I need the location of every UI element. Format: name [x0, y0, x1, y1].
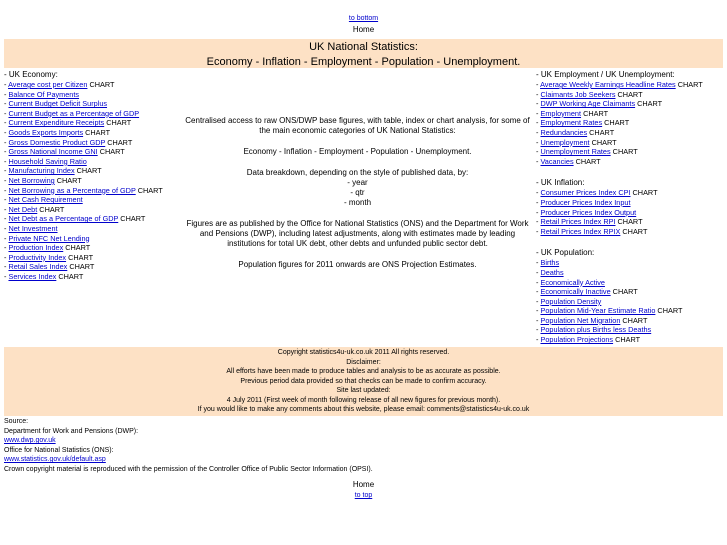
bottom-home-label: Home — [352, 480, 375, 489]
economy-column — [4, 68, 179, 281]
economy-link[interactable]: Retail Sales Index — [8, 262, 68, 272]
economy-link[interactable]: Productivity Index — [8, 252, 67, 262]
employment-item: - Unemployment CHART — [536, 137, 617, 147]
chart-label: CHART — [58, 271, 84, 281]
inflation-link[interactable]: Retail Prices Index RPIX — [540, 226, 621, 236]
chart-label: CHART — [69, 262, 95, 272]
population-header: - UK Population: — [536, 248, 595, 258]
employment-item: - Vacancies CHART — [536, 156, 601, 166]
chart-label: CHART — [137, 185, 163, 195]
chart-label: CHART — [617, 89, 643, 99]
economy-link[interactable]: Goods Exports Imports — [8, 127, 84, 137]
inflation-item: - Producer Prices Index Input — [536, 197, 631, 207]
population-item: - Births — [536, 258, 560, 268]
contact-text: If you would like to make any comments about this website, please email: comments@statistics4u-uk.co.uk — [197, 406, 530, 413]
intro-sources: Figures are as published by the Office for National Statistics (ONS) and the Department for Work and Pensions (DWP), including latest adjustments, along with estimates made by leading institutions for total UK debt, other debts and unfunded public sector debt. — [186, 219, 529, 248]
economy-item: - Net Borrowing CHART — [4, 175, 82, 185]
inflation-item: - Producer Prices Index Output — [536, 207, 637, 217]
employment-link[interactable]: Redundancies — [540, 127, 588, 137]
population-link[interactable]: Population Net Migration — [540, 315, 621, 325]
inflation-item: - Consumer Prices Index CPI CHART — [536, 188, 658, 198]
inflation-item: - Retail Prices Index RPIX CHART — [536, 226, 648, 236]
chart-label: CHART — [583, 108, 609, 118]
inflation-link[interactable]: Consumer Prices Index CPI — [540, 188, 631, 198]
employment-link[interactable]: Claimants Job Seekers — [540, 89, 616, 99]
chart-label: CHART — [637, 99, 663, 109]
disclaimer-title: Disclaimer: — [346, 358, 381, 366]
chart-label: CHART — [120, 214, 146, 224]
chart-label: CHART — [76, 166, 102, 176]
population-item: - Deaths — [536, 267, 564, 277]
economy-item: - Average cost per Citizen CHART — [4, 80, 115, 89]
right-column — [536, 68, 727, 345]
population-link[interactable]: Population Density — [540, 296, 602, 306]
main-columns — [4, 68, 723, 347]
breakdown-month: - month — [343, 198, 372, 207]
economy-item: - Production Index CHART — [4, 243, 91, 253]
footer-box — [4, 347, 723, 416]
chart-label: CHART — [89, 80, 115, 89]
economy-item: - Net Cash Requirement — [4, 195, 83, 205]
economy-link[interactable]: Net Borrowing — [8, 175, 55, 185]
population-link[interactable]: Population plus Births less Deaths — [540, 325, 652, 335]
chart-label: CHART — [68, 252, 94, 262]
chart-label: CHART — [575, 156, 601, 166]
employment-link[interactable]: DWP Working Age Claimants — [540, 99, 636, 109]
economy-link[interactable]: Balance Of Payments — [8, 89, 80, 99]
chart-label: CHART — [677, 80, 703, 89]
population-item: - Economically Active — [536, 277, 605, 287]
disclaimer-line-1: All efforts have been made to produce tables and analysis to be as accurate as possible. — [226, 368, 501, 375]
economy-item: - Retail Sales Index CHART — [4, 262, 95, 272]
inflation-list — [536, 188, 727, 236]
economy-item: - Manufacturing Index CHART — [4, 166, 102, 176]
employment-list — [536, 80, 727, 166]
economy-item: - Gross National Income GNI CHART — [4, 147, 125, 157]
top-home-label: Home — [352, 25, 375, 34]
chart-label: CHART — [622, 226, 648, 236]
population-item: - Population Mid-Year Estimate Ratio CHART — [536, 306, 683, 316]
economy-link[interactable]: Net Debt as a Percentage of GDP — [8, 214, 119, 224]
economy-item: - Productivity Index CHART — [4, 252, 94, 262]
chart-label: CHART — [615, 335, 641, 345]
population-item: - Population plus Births less Deaths — [536, 325, 652, 335]
chart-label: CHART — [65, 243, 91, 253]
chart-label: CHART — [85, 127, 111, 137]
chart-label: CHART — [99, 147, 125, 157]
chart-label: CHART — [56, 175, 82, 185]
updated-text: 4 July 2011 (First week of month following release of all new figures for previous month). — [226, 396, 501, 404]
economy-header: - UK Economy: — [4, 70, 58, 79]
population-link[interactable]: Economically Active — [540, 277, 605, 287]
employment-link[interactable]: Vacancies — [540, 156, 574, 166]
inflation-item: - Retail Prices Index RPI CHART — [536, 217, 643, 227]
economy-item: - Services Index CHART — [4, 271, 84, 281]
population-link[interactable]: Population Projections — [540, 335, 614, 345]
employment-link[interactable]: Unemployment — [540, 137, 590, 147]
population-link[interactable]: Economically Inactive — [540, 287, 611, 297]
economy-item: - Balance Of Payments — [4, 89, 80, 99]
disclaimer-line-2: Previous period data provided so that checks can be made to confirm accuracy. — [240, 377, 487, 385]
economy-link[interactable]: Production Index — [8, 243, 64, 253]
employment-item: - Employment Rates CHART — [536, 118, 630, 128]
economy-link[interactable]: Gross Domestic Product GDP — [8, 137, 106, 147]
employment-item: - DWP Working Age Claimants CHART — [536, 99, 663, 109]
chart-label: CHART — [591, 137, 617, 147]
inflation-link[interactable]: Retail Prices Index RPI — [540, 217, 616, 227]
population-item: - Population Density — [536, 296, 602, 306]
employment-link[interactable]: Employment Rates — [540, 118, 603, 128]
to-top-area — [0, 491, 727, 501]
employment-item: - Redundancies CHART — [536, 127, 615, 137]
economy-link[interactable]: Average cost per Citizen — [8, 80, 88, 89]
economy-link[interactable]: Net Cash Requirement — [8, 195, 83, 205]
economy-item: - Gross Domestic Product GDP CHART — [4, 137, 133, 147]
economy-link[interactable]: Manufacturing Index — [8, 166, 75, 176]
to-top-link[interactable]: to top — [354, 492, 373, 499]
chart-label: CHART — [589, 127, 615, 137]
ons-label: Office for National Statistics (ONS): — [4, 446, 114, 454]
population-item: - Population Net Migration CHART — [536, 315, 648, 325]
inflation-link[interactable]: Producer Prices Index Input — [540, 197, 631, 207]
employment-item: - Average Weekly Earnings Headline Rates CHART — [536, 80, 703, 89]
economy-link[interactable]: Current Expenditure Receipts — [8, 118, 105, 128]
economy-item: - Net Debt as a Percentage of GDP CHART — [4, 214, 146, 224]
intro-categories: Economy - Inflation - Employment - Population - Unemployment. — [243, 147, 472, 156]
economy-item: - Current Budget as a Percentage of GDP — [4, 108, 140, 118]
economy-item: - Net Investment — [4, 223, 58, 233]
source-title: Source: — [4, 418, 29, 425]
dwp-label: Department for Work and Pensions (DWP): — [4, 427, 139, 435]
chart-label: CHART — [612, 287, 638, 297]
crown-copyright: Crown copyright material is reproduced with the permission of the Controller Office of Public Sector Information (OPSI). — [4, 465, 373, 473]
inflation-header: - UK Inflation: — [536, 178, 585, 188]
updated-title: Site last updated: — [336, 387, 391, 394]
intro-paragraph: Centralised access to raw ONS/DWP base figures, with table, index or chart analysis, for some of the main economic categories of UK National Statistics: — [185, 116, 530, 135]
economy-item: - Net Debt CHART — [4, 204, 65, 214]
chart-label: CHART — [612, 147, 638, 157]
intro-text — [182, 68, 533, 270]
chart-label: CHART — [604, 118, 630, 128]
population-link[interactable]: Deaths — [540, 267, 564, 277]
page-subtitle: Economy - Inflation - Employment - Population - Unemployment. — [206, 56, 521, 68]
inflation-link[interactable]: Producer Prices Index Output — [540, 207, 637, 217]
chart-label: CHART — [632, 188, 658, 198]
economy-list — [4, 80, 179, 281]
economy-link[interactable]: Net Investment — [8, 223, 58, 233]
dwp-link[interactable]: www.dwp.gov.uk — [4, 437, 56, 444]
chart-label: CHART — [39, 204, 65, 214]
to-bottom-area — [0, 0, 727, 24]
copyright-text: Copyright statistics4u-uk.co.uk 2011 All rights reserved. — [277, 349, 450, 356]
population-list — [536, 258, 727, 344]
employment-item: - Employment CHART — [536, 108, 609, 118]
breakdown-year: - year — [347, 178, 368, 187]
economy-link[interactable]: Household Saving Ratio — [8, 156, 87, 166]
chart-label: CHART — [617, 217, 643, 227]
economy-link[interactable]: Net Debt — [8, 204, 38, 214]
chart-label: CHART — [106, 118, 132, 128]
economy-item: - Private NFC Net Lending — [4, 233, 90, 243]
population-link[interactable]: Births — [540, 258, 560, 268]
population-item: - Economically Inactive CHART — [536, 287, 638, 297]
economy-link[interactable]: Private NFC Net Lending — [8, 233, 90, 243]
economy-link[interactable]: Gross National Income GNI — [8, 147, 98, 157]
economy-link[interactable]: Services Index — [8, 271, 57, 281]
to-bottom-link[interactable]: to bottom — [348, 15, 379, 22]
economy-item: - Household Saving Ratio — [4, 156, 87, 166]
chart-label: CHART — [107, 137, 133, 147]
economy-link[interactable]: Net Borrowing as a Percentage of GDP — [8, 185, 136, 195]
title-banner — [4, 39, 723, 68]
breakdown-qtr: - qtr — [350, 188, 365, 197]
chart-label: CHART — [657, 306, 683, 316]
economy-item: - Net Borrowing as a Percentage of GDP CHART — [4, 185, 163, 195]
population-item: - Population Projections CHART — [536, 335, 641, 345]
page-title: UK National Statistics: — [309, 41, 418, 53]
employment-item: - Unemployment Rates CHART — [536, 147, 638, 157]
employment-item: - Claimants Job Seekers CHART — [536, 89, 643, 99]
intro-population-note: Population figures for 2011 onwards are ONS Projection Estimates. — [238, 260, 477, 269]
chart-label: CHART — [622, 315, 648, 325]
population-link[interactable]: Population Mid-Year Estimate Ratio — [540, 306, 656, 316]
ons-link[interactable]: www.statistics.gov.uk/default.asp — [4, 456, 106, 463]
source-section — [4, 416, 723, 474]
employment-link[interactable]: Employment — [540, 108, 582, 118]
employment-header: - UK Employment / UK Unemployment: — [536, 70, 675, 79]
economy-link[interactable]: Current Budget Deficit Surplus — [8, 99, 108, 109]
employment-link[interactable]: Unemployment Rates — [540, 147, 611, 157]
economy-item: - Current Expenditure Receipts CHART — [4, 118, 132, 128]
intro-breakdown: Data breakdown, depending on the style of published data, by: — [246, 168, 469, 177]
economy-item: - Goods Exports Imports CHART — [4, 127, 111, 137]
economy-link[interactable]: Current Budget as a Percentage of GDP — [8, 108, 140, 118]
economy-item: - Current Budget Deficit Surplus — [4, 99, 108, 109]
employment-link[interactable]: Average Weekly Earnings Headline Rates — [540, 80, 676, 89]
